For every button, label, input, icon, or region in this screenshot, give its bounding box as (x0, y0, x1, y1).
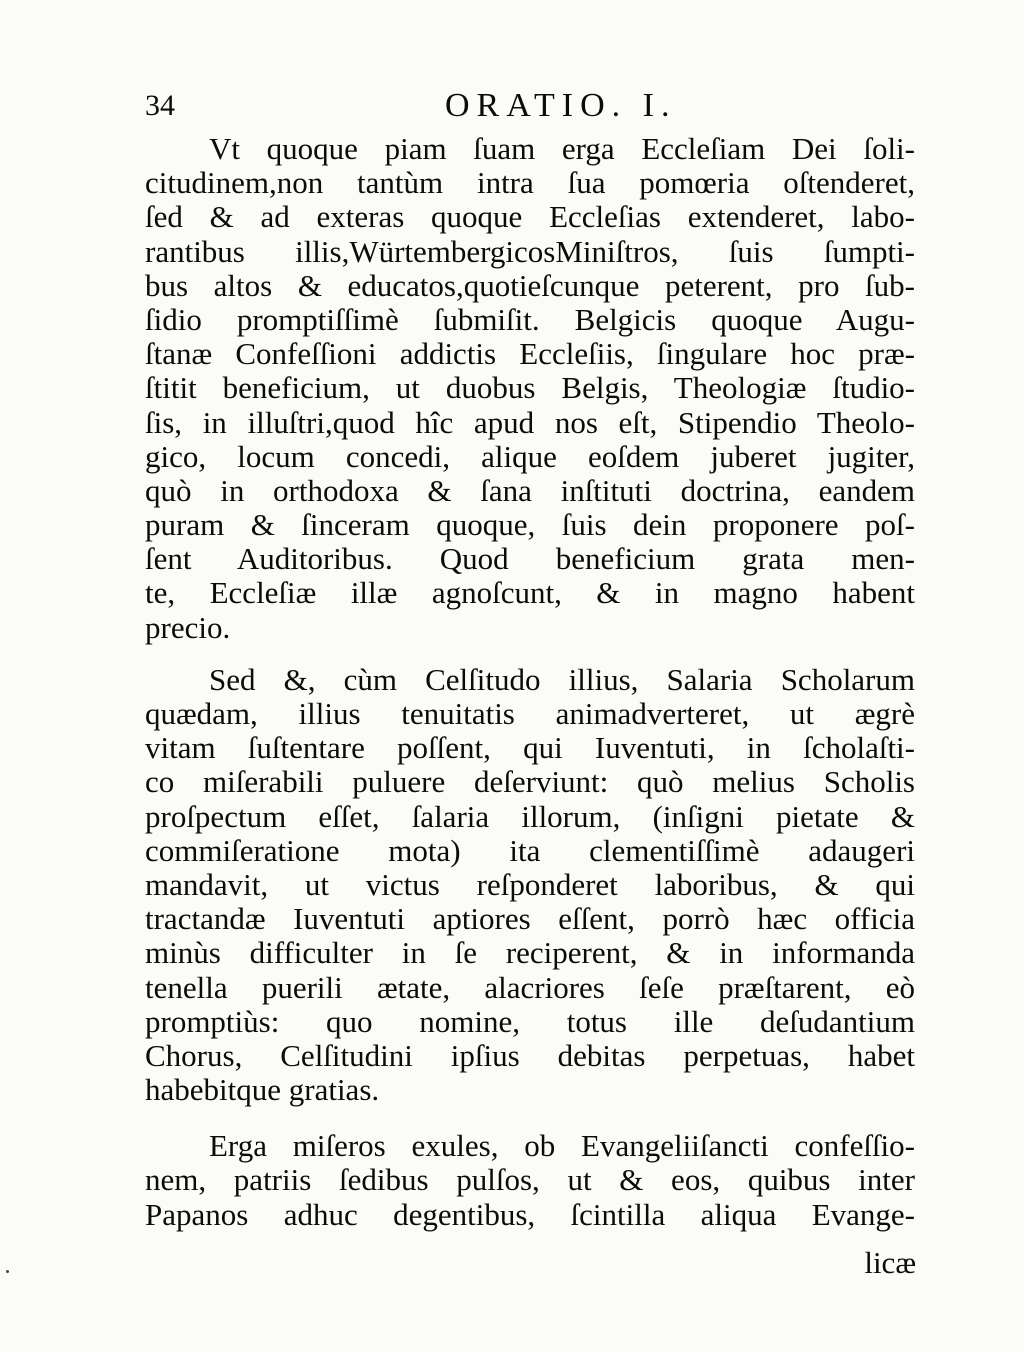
text-line: tractandæ Iuventuti aptiores eſſent, porrò hæc officia (145, 902, 915, 937)
text-line: bus altos & educatos,quotieſcunque peterent, pro ſub- (145, 268, 915, 303)
catchword: licæ (864, 1245, 916, 1280)
text-line: commiſeratione mota) ita clementiſſimè adaugeri (145, 833, 915, 868)
text-line: tenella puerili ætate, alacriores ſeſe præſtarent, eò (145, 970, 915, 1005)
paragraph-1 (145, 132, 915, 645)
text-line: quò in orthodoxa & ſana inſtituti doctrina, eandem (145, 473, 915, 508)
text-body (145, 132, 915, 1232)
text-line: habebitque gratias. (145, 1073, 380, 1108)
text-line: co miſerabili puluere deſerviunt: quò melius Scholis (145, 765, 915, 800)
text-line: mandavit, ut victus reſponderet laboribus, & qui (145, 867, 915, 902)
text-line: promptiùs: quo nomine, totus ille deſudantium (145, 1004, 915, 1039)
running-title: ORATIO. I. (445, 87, 677, 124)
text-line: ſidio promptiſſimè ſubmiſit. Belgicis quoque Augu- (145, 302, 915, 337)
text-line: citudinem,non tantùm intra ſua pomœria oſtenderet, (145, 166, 915, 201)
text-line: puram & ſinceram quoque, ſuis dein proponere poſ- (145, 508, 915, 543)
text-line: gico, locum concedi, aliquе eoſdem juberet jugiter, (145, 439, 915, 474)
paragraph-2 (145, 663, 915, 1107)
paragraph-gap (145, 1107, 915, 1129)
scan-speck (6, 1270, 9, 1273)
page-header (145, 86, 915, 126)
paragraph-3 (145, 1129, 915, 1232)
text-line: ſed & ad exteras quoque Eccleſias extenderet, labo- (145, 200, 915, 235)
text-line: nem, patriis ſedibus pulſos, ut & eos, quibus inter (145, 1163, 915, 1198)
text-line: vitam ſuſtentare poſſent, qui Iuventuti, in ſcholaſti- (145, 731, 915, 766)
text-line: ſtitit beneficium, ut duobus Belgis, Theologiæ ſtudio- (145, 371, 915, 406)
text-line: quædam, illius tenuitatis animadverteret, ut ægrè (145, 697, 915, 731)
text-line: Sed &, cùm Celſitudo illius, Salaria Scholarum (209, 662, 915, 697)
page-number: 34 (145, 89, 175, 122)
paragraph-gap (145, 645, 915, 663)
text-line: ſent Auditoribus. Quod beneficium grata men- (145, 542, 915, 577)
text-line: precio. (145, 610, 231, 645)
text-line: minùs difficulter in ſe reciperent, & in informanda (145, 936, 915, 971)
text-line: ſtanæ Confeſſioni addictis Eccleſiis, ſingulare hoc præ- (145, 337, 915, 372)
text-line: Papanos adhuc degentibus, ſcintilla aliqua Evange- (145, 1197, 915, 1232)
text-line: proſpectum eſſet, ſalaria illorum, (inſigni pietate & (145, 799, 915, 834)
text-line: Chorus, Celſitudini ipſius debitas perpetuas, habet (145, 1038, 915, 1073)
text-line: rantibus illis,WürtembergicosMiniſtros, ſuis ſumpti- (145, 234, 915, 269)
text-line: Vt quoque piam ſuam erga Eccleſiam Dei ſoli- (209, 132, 915, 166)
text-line: ſis, in illuſtri,quod hîc apud nos eſt, Stipendio Theolo- (145, 405, 915, 440)
text-line: Erga miſeros exules, ob Evangeliiſancti confeſſio- (209, 1129, 915, 1164)
text-line: te, Eccleſiæ illæ agnoſcunt, & in magno habent (145, 576, 915, 611)
